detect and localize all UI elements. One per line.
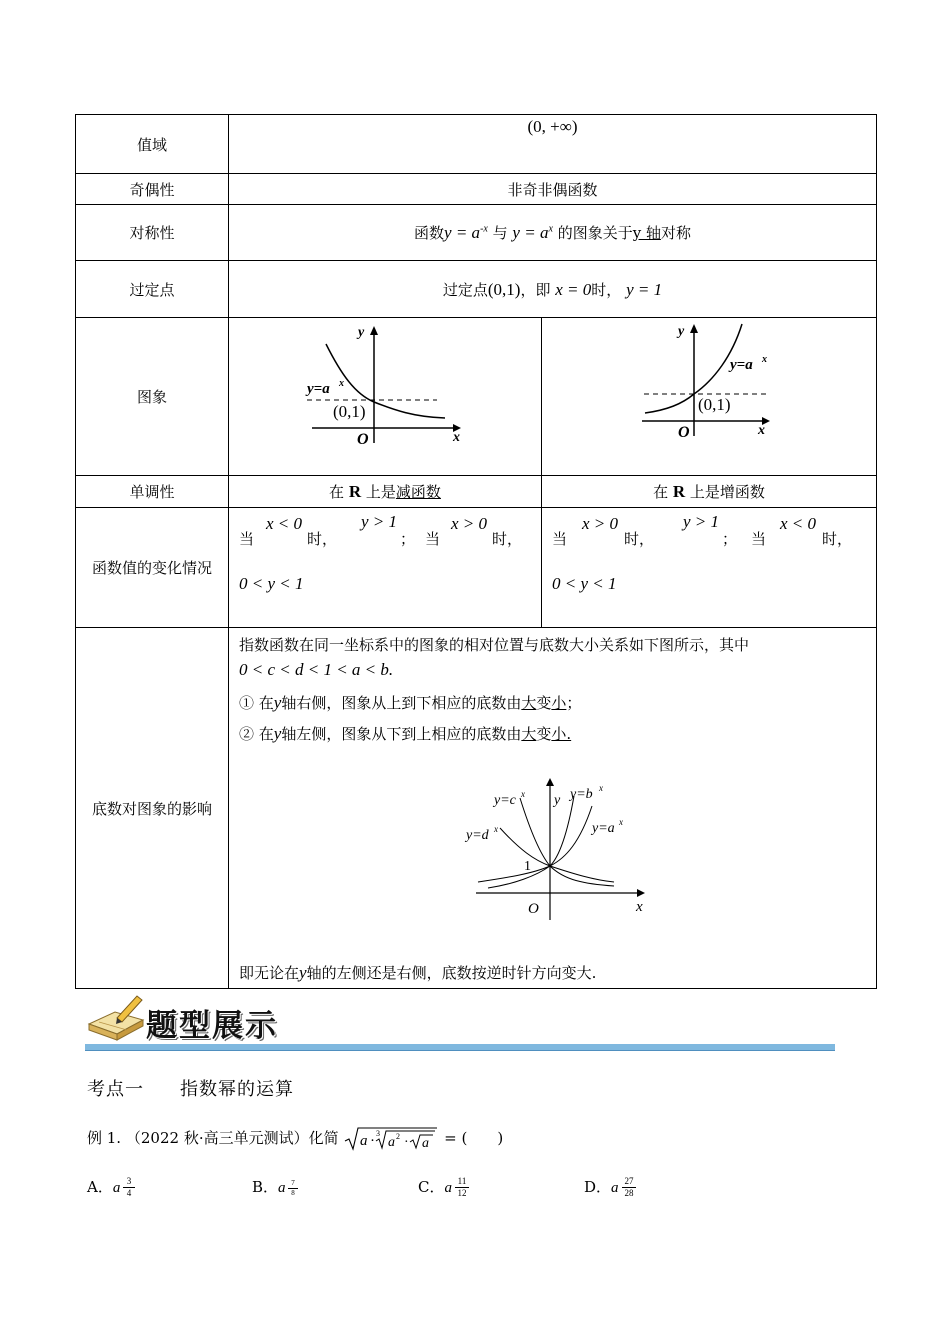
- table-row-graph: [76, 318, 877, 476]
- shi-2: 时，: [822, 530, 853, 548]
- fixed-point-value: [229, 261, 877, 318]
- svg-text:·: ·: [404, 1135, 410, 1150]
- option-a-exponent: [123, 1177, 135, 1198]
- semicolon: ；: [722, 530, 738, 548]
- line4-big: 大: [521, 725, 537, 743]
- y-axis-arrow: [370, 326, 378, 335]
- range-value: (0, +∞): [527, 117, 578, 136]
- exp-numerator: 3: [126, 1176, 132, 1186]
- label-range: 值域: [76, 115, 229, 174]
- result-2: 0 < y < 1: [552, 574, 617, 593]
- option-b-exponent: [288, 1180, 298, 1197]
- parity-value: 非奇非偶函数: [229, 174, 877, 205]
- label-monotonicity: 单调性: [76, 476, 229, 508]
- svg-text:3: 3: [376, 1129, 381, 1138]
- option-base: a: [112, 1180, 121, 1196]
- curve-y-a-x: [478, 806, 592, 882]
- curve-label-exp: x: [339, 378, 344, 389]
- point-label: (0,1): [698, 395, 731, 414]
- mono-left-R: R: [348, 482, 362, 501]
- table-row-value-change: [76, 508, 877, 628]
- example-1: [87, 1126, 503, 1152]
- option-letter: A．: [87, 1178, 113, 1196]
- label-y-d: y=d: [466, 828, 489, 843]
- option-base: a: [278, 1180, 286, 1196]
- symmetry-mid: 与: [492, 224, 508, 242]
- origin-label: O: [357, 431, 369, 448]
- conclusion-post: 轴的左侧还是右侧，底数按逆时针方向变大.: [306, 964, 597, 982]
- label-y-b-exp: x: [599, 783, 603, 793]
- formula-2-base: y = a: [512, 223, 549, 242]
- svg-text:a: a: [422, 1136, 430, 1151]
- nested-radical-expression: [343, 1126, 439, 1152]
- shi-1: 时，: [307, 530, 338, 548]
- mono-right-R: R: [672, 482, 686, 501]
- svg-text:a: a: [388, 1135, 396, 1150]
- point-label: (0,1): [333, 402, 366, 421]
- mono-left-value: 减函数: [395, 483, 441, 501]
- x-axis-label: x: [758, 423, 765, 438]
- mono-right-mid: 上是增函数: [689, 483, 765, 501]
- label-graph: 图象: [76, 318, 229, 476]
- mono-left-mid: 上是: [365, 483, 396, 501]
- section-underline: [85, 1044, 835, 1051]
- formula-2-exp: x: [548, 223, 553, 235]
- x-axis-arrow: [637, 889, 645, 897]
- line3-change: 变: [536, 694, 552, 712]
- base-effect-line-4: [239, 723, 571, 744]
- monotonic-decreasing: [229, 476, 542, 508]
- symmetry-end: 对称: [660, 224, 691, 242]
- option-c[interactable]: [418, 1176, 452, 1197]
- cond-2: x < 0: [780, 514, 817, 533]
- option-d-exponent: [622, 1177, 636, 1198]
- option-d[interactable]: [584, 1176, 619, 1197]
- cond-1: x > 0: [582, 514, 619, 533]
- dang-1: 当: [239, 530, 255, 548]
- y-axis-arrow: [546, 778, 554, 786]
- semicolon: ；: [400, 530, 416, 548]
- label-symmetry: 对称性: [76, 205, 229, 261]
- line3-end: ；: [566, 694, 582, 712]
- symmetry-pre: 函数: [414, 224, 445, 242]
- curve-y-c-x: [520, 798, 614, 886]
- origin-label: O: [678, 424, 690, 441]
- option-base: a: [444, 1180, 452, 1196]
- topic-number: 考点一: [87, 1079, 144, 1100]
- line4-pre: ② 在: [239, 725, 274, 743]
- fixed-point-mid: ，即: [520, 280, 551, 299]
- label-fixed-point: 过定点: [76, 261, 229, 318]
- symmetry-axis: y 轴: [632, 224, 661, 242]
- mono-right-pre: 在: [653, 483, 669, 501]
- result-1: y > 1: [683, 512, 720, 531]
- fixed-point-cond: x = 0: [555, 279, 592, 299]
- base-effect-conclusion: [239, 962, 596, 983]
- example-label: 例 1.: [87, 1129, 122, 1147]
- exp-denominator: 4: [126, 1188, 132, 1198]
- dang-2: 当: [751, 530, 767, 548]
- line3-mid: 轴右侧，图象从上到下相应的底数由: [281, 694, 522, 712]
- svg-text:a: a: [360, 1133, 368, 1149]
- topic-heading: [87, 1075, 330, 1101]
- formula-y-a-neg-x: [444, 223, 488, 242]
- table-row-parity: [76, 174, 877, 205]
- table-row-range: [76, 115, 877, 174]
- x-axis-label: x: [636, 899, 643, 915]
- cond-2: x > 0: [451, 514, 488, 533]
- fixed-point-pre: 过定点: [442, 280, 488, 299]
- option-letter: D．: [584, 1178, 612, 1196]
- label-y-d-exp: x: [494, 824, 498, 834]
- formula-y-a-x: [512, 223, 552, 242]
- graph-increasing: [542, 318, 877, 475]
- graph-decreasing: [229, 318, 542, 475]
- topic-title: 指数幂的运算: [180, 1079, 294, 1100]
- y-axis-label: y: [554, 793, 561, 808]
- result-1: y > 1: [361, 512, 398, 531]
- exp-denominator: 8: [291, 1189, 295, 1197]
- line3-pre: ① 在: [239, 694, 274, 712]
- exp-numerator: 7: [291, 1179, 295, 1187]
- exp-denominator: 12: [457, 1188, 467, 1198]
- line4-mid: 轴左侧，图象从下到上相应的底数由: [281, 725, 522, 743]
- monotonic-increasing: [542, 476, 877, 508]
- mono-left-pre: 在: [329, 483, 345, 501]
- y-axis-label: y: [358, 325, 365, 340]
- origin-label: O: [528, 901, 539, 917]
- line4-small: 小.: [551, 725, 572, 743]
- dang-2: 当: [425, 530, 441, 548]
- fixed-point-result: y = 1: [626, 279, 663, 299]
- table-row-symmetry: [76, 205, 877, 261]
- symmetry-post: 的图象关于: [557, 224, 633, 242]
- graph-decreasing-cell: [229, 318, 542, 476]
- option-b[interactable]: [252, 1176, 286, 1197]
- option-letter: C．: [418, 1178, 445, 1196]
- base-comparison-figure: [464, 770, 664, 920]
- svg-text:·: ·: [370, 1133, 376, 1149]
- graph-increasing-cell: [542, 318, 877, 476]
- label-y-a-exp: x: [619, 817, 623, 827]
- label-parity: 奇偶性: [76, 174, 229, 205]
- result-2: 0 < y < 1: [239, 574, 304, 593]
- line4-change: 变: [536, 725, 552, 743]
- base-effect-content: [229, 628, 877, 989]
- y-axis-label: y: [678, 324, 685, 339]
- formula-1-exp: -x: [480, 223, 488, 235]
- table-row-base-effect: [76, 628, 877, 989]
- line4-y: y: [273, 724, 282, 743]
- option-a[interactable]: [87, 1176, 120, 1197]
- option-c-exponent: [455, 1177, 469, 1198]
- fixed-point-coord: (0,1): [487, 279, 521, 299]
- shi-1: 时，: [624, 530, 655, 548]
- exponential-function-properties-table: [75, 114, 877, 989]
- x-axis-label: x: [453, 430, 460, 445]
- exp-numerator: 27: [624, 1176, 634, 1186]
- line3-y: y: [273, 693, 282, 712]
- cond-1: x < 0: [266, 514, 303, 533]
- dang-1: 当: [552, 530, 568, 548]
- label-value-change: 函数值的变化情况: [76, 508, 229, 628]
- base-effect-line-2: 0 < c < d < 1 < a < b.: [239, 660, 394, 679]
- svg-text:2: 2: [396, 1132, 401, 1141]
- example-source: （2022 秋·高三单元测试）化简: [125, 1129, 339, 1147]
- table-row-monotonicity: [76, 476, 877, 508]
- section-title: 题型展示: [146, 1008, 278, 1044]
- symmetry-value: [229, 205, 877, 261]
- label-one: 1: [524, 859, 531, 874]
- exp-numerator: 11: [457, 1176, 467, 1186]
- line3-small: 小: [551, 694, 567, 712]
- label-y-a: y=a: [592, 821, 615, 836]
- formula-1-base: y = a: [444, 223, 481, 242]
- line3-big: 大: [521, 694, 537, 712]
- label-base-effect: 底数对图象的影响: [76, 628, 229, 989]
- y-axis-arrow: [690, 324, 698, 333]
- fixed-point-post: 时，: [591, 280, 622, 299]
- conclusion-y: y: [299, 963, 307, 982]
- answer-blank: = ( ): [444, 1129, 504, 1147]
- table-row-fixed-point: [76, 261, 877, 318]
- book-pencil-icon: [89, 996, 143, 1040]
- value-change-decreasing: [229, 508, 542, 628]
- conclusion-pre: 即无论在: [239, 964, 300, 982]
- label-y-c-exp: x: [521, 789, 525, 799]
- curve-label: y=a: [307, 381, 330, 397]
- exp-denominator: 28: [624, 1188, 634, 1198]
- option-base: a: [611, 1180, 619, 1196]
- base-effect-line-1: 指数函数在同一坐标系中的图象的相对位置与底数大小关系如下图所示，其中: [239, 636, 750, 654]
- label-y-c: y=c: [494, 793, 516, 808]
- curve-label: y=a: [730, 357, 753, 373]
- curve-label-exp: x: [762, 354, 767, 365]
- label-y-b: y=b: [570, 787, 593, 802]
- option-letter: B．: [252, 1178, 279, 1196]
- base-effect-line-3: [239, 692, 581, 713]
- value-change-increasing: [542, 508, 877, 628]
- shi-2: 时，: [492, 530, 523, 548]
